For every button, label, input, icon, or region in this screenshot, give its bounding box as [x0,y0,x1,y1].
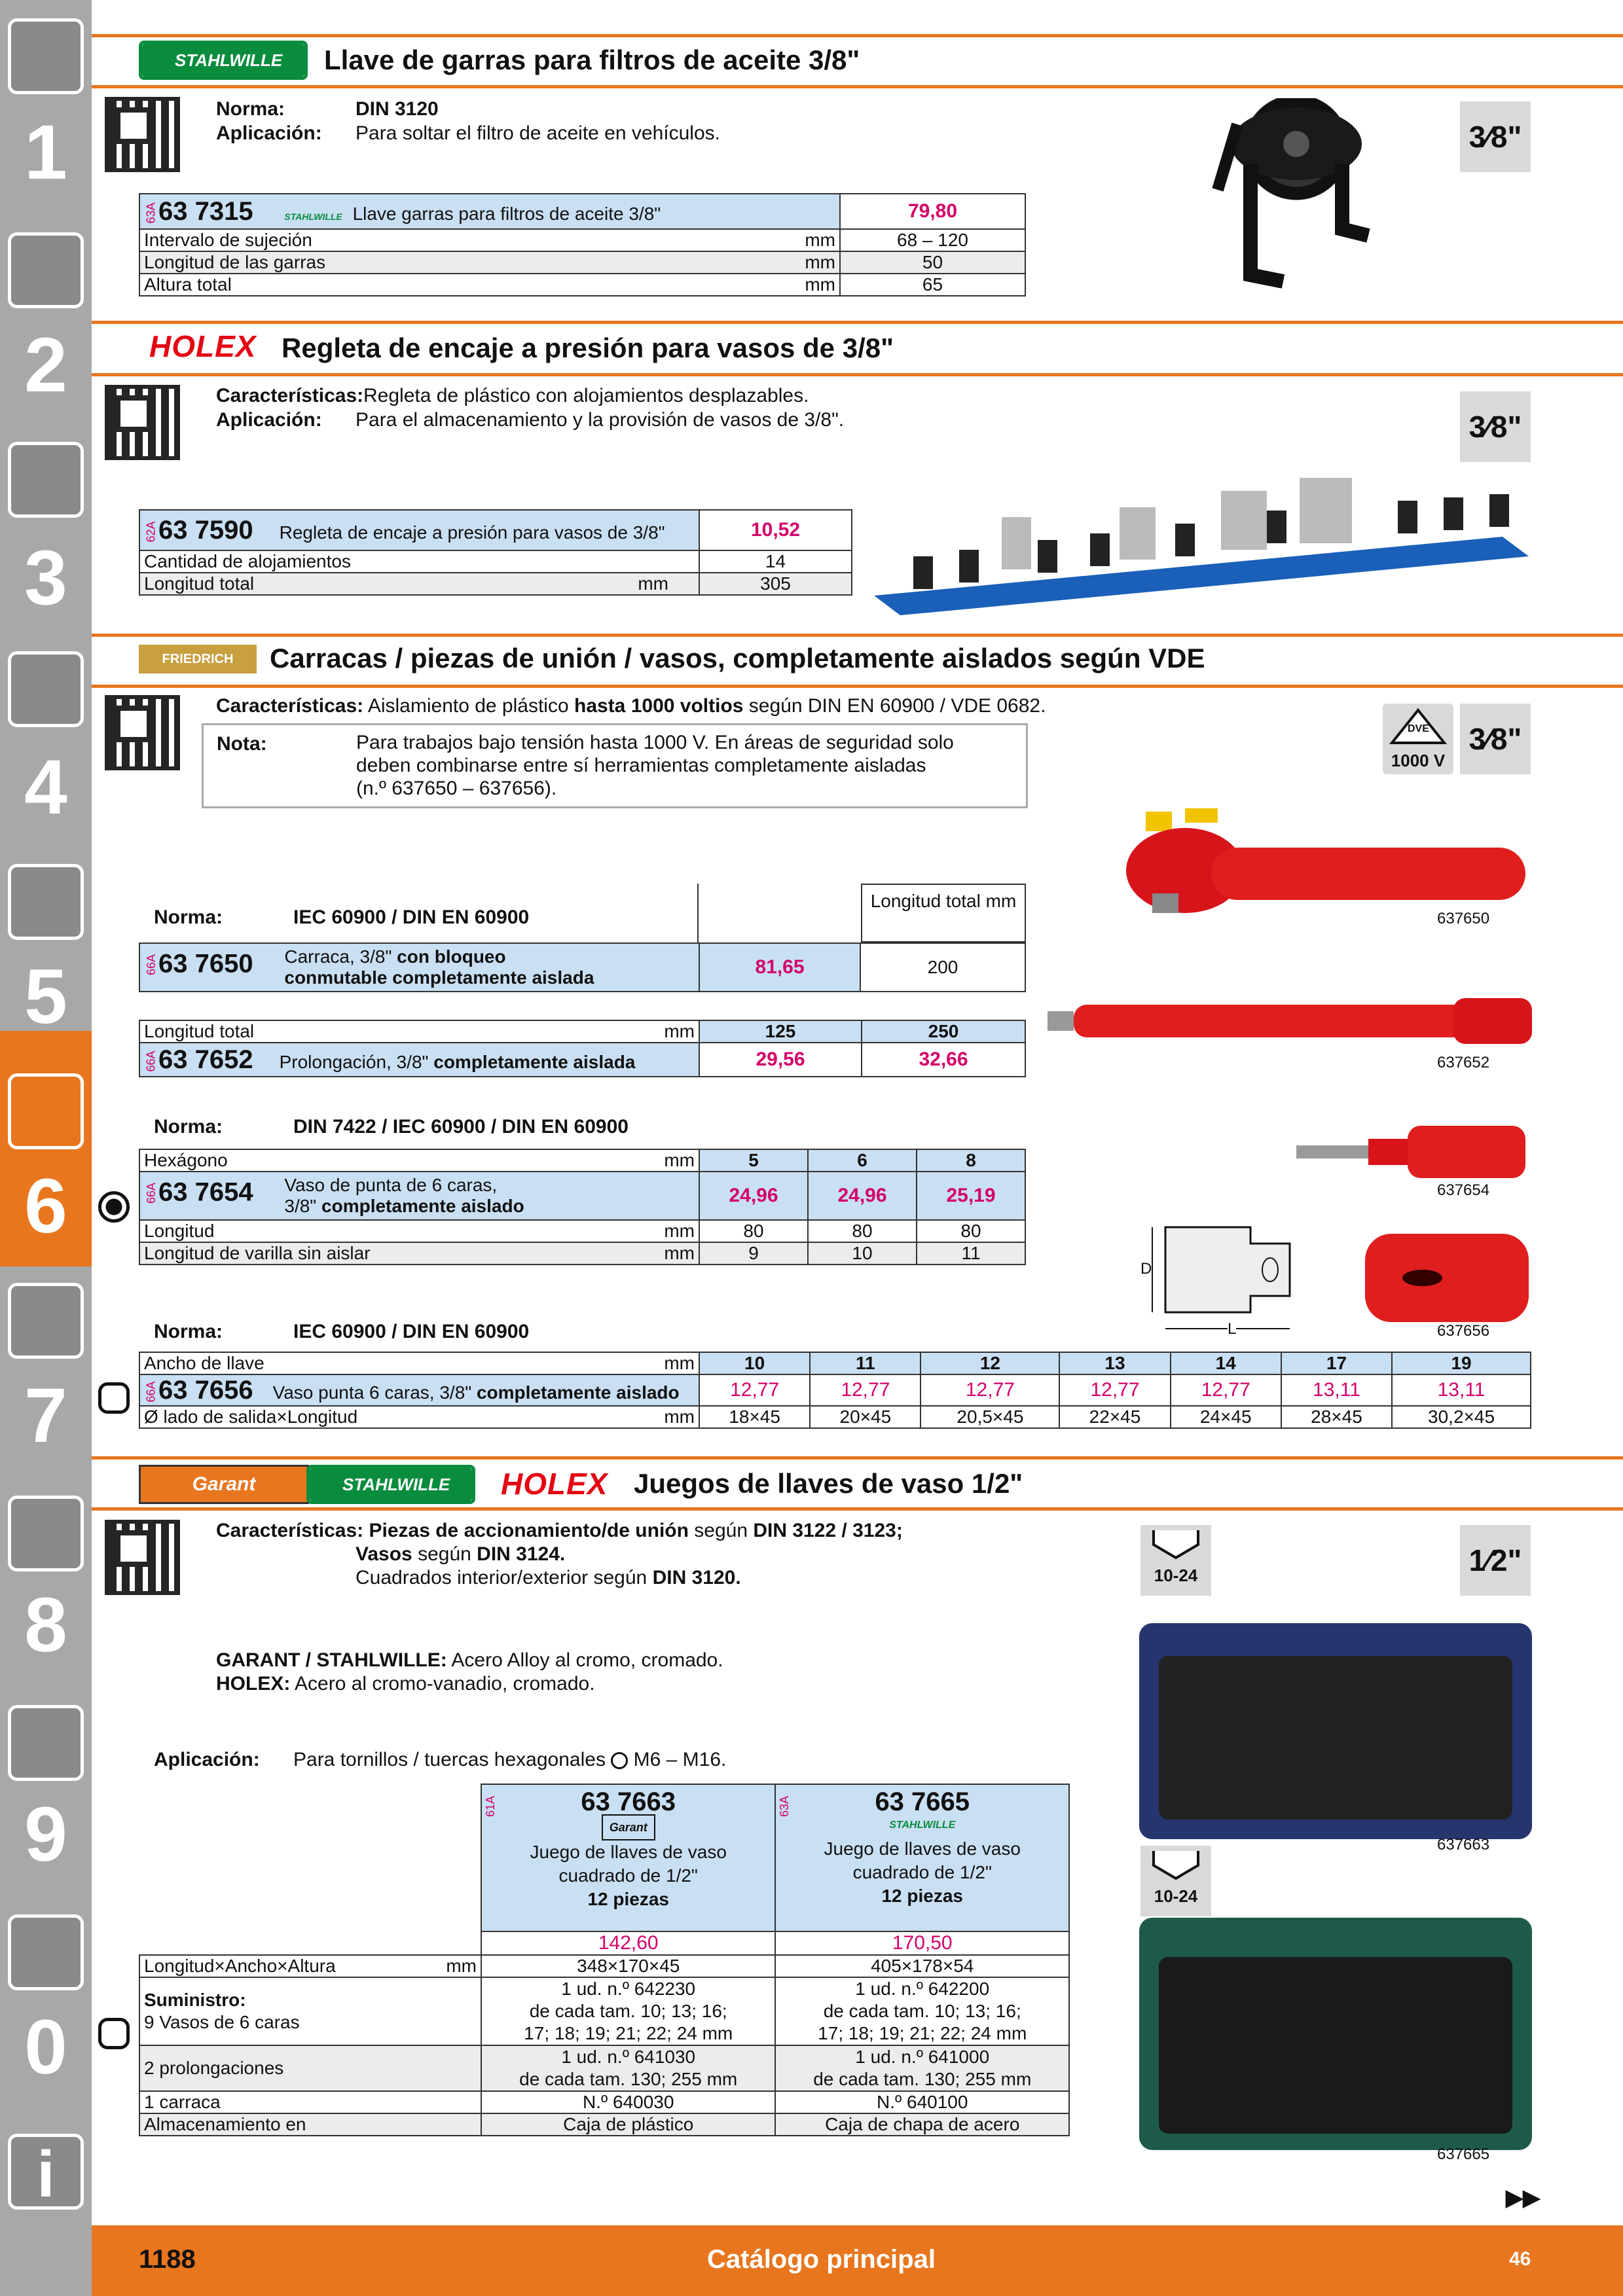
chapter-number-3[interactable]: 3 [24,535,67,621]
chapter-number-8[interactable]: 8 [24,1582,67,1668]
hex-bit-drawing [1296,1122,1532,1181]
extension-drawing [1048,995,1532,1047]
row-label: Longitud×Ancho×Altura mm [139,1955,481,1977]
set-header-637665[interactable]: 63A 63 7665 STAHLWILLE Juego de llaves de vaso cuadrado de 1/2" 12 piezas [775,1784,1069,1931]
row-value: 80 [808,1220,917,1242]
norma-label: Norma: [154,1116,223,1138]
hex-socket-bit-image [1296,1122,1532,1181]
product-table-637652 [139,1020,1026,1077]
socket-set-637663-image [1139,1623,1532,1839]
hex-nut-icon [611,1752,628,1769]
saw-blade-icon[interactable] [8,864,84,940]
norma-label: Norma: [154,906,223,928]
row-label: 1 carraca [139,2091,481,2113]
drive-size-badge: 3⁄8" [1460,391,1531,462]
stahlwille-mini-logo: STAHLWILLE [889,1820,956,1831]
chapter-number-1[interactable]: 1 [24,109,67,196]
row-value: N.º 640100 [775,2091,1069,2113]
set-pieces: 12 piezas [587,1889,669,1909]
ratchet-drawing [1113,802,1539,913]
image-article-label: 637650 [1437,910,1490,927]
price: 25,19 [917,1172,1025,1220]
caracteristicas-text: Características: Aislamiento de plástico hasta 1000 voltios según DIN EN 60900 / VDE 0682. [216,695,1046,717]
image-article-label: 637665 [1437,2145,1490,2163]
size-header: 17 [1281,1352,1392,1374]
row-value: 18×45 [699,1406,810,1428]
product-table-637590 [139,509,852,596]
row-value: 1 ud. n.º 642230 de cada tam. 10; 13; 16; 17; 18; 19; 21; 22; 24 mm [481,1977,776,2045]
size-header: 12 [921,1352,1059,1374]
row-value: N.º 640030 [481,2091,776,2113]
norma-label: Norma: [154,1321,223,1342]
product-table-637656 [139,1352,1531,1429]
oil-filter-wrench-image [1211,98,1381,295]
size-header: 19 [1392,1352,1531,1374]
row-label: Suministro: 9 Vasos de 6 caras [139,1977,481,2045]
caracteristicas-line2: Vasos según DIN 3124. [356,1543,566,1565]
chapter-sidebar [0,0,92,2296]
toolbox-icon[interactable] [8,1496,84,1571]
row-label: Longitud mm [139,1220,699,1242]
product-table-637650 [139,942,1026,992]
socket-dimension-drawing [1139,1214,1303,1338]
material-garant: GARANT / STAHLWILLE: Acero Alloy al cromo, cromado. [216,1649,723,1671]
pliers-icon[interactable] [8,1283,84,1359]
section-title: Regleta de encaje a presión para vasos de 3/8" [282,332,894,363]
section-divider [92,685,1623,688]
aplicacion-label: Aplicación: [216,409,322,431]
price: 12,77 [810,1374,921,1406]
row-label: Longitud total mm [139,1020,699,1043]
norma-value: IEC 60900 / DIN EN 60900 [293,1321,530,1342]
size-header: 8 [917,1149,1025,1172]
article-cell[interactable]: 66A63 7656 Vaso punta 6 caras, 3/8" completamente aislado [139,1374,699,1406]
size-header: 11 [810,1352,921,1374]
catalog-title: Catálogo principal [707,2245,936,2274]
size-header: 14 [1171,1352,1281,1374]
row-label: Altura total mm [139,274,840,296]
image-article-label: 637652 [1437,1054,1490,1071]
row-value: 28×45 [1281,1406,1392,1428]
hexagon-symbol-icon [98,1382,130,1414]
caracteristicas-line1: Características: Piezas de accionamiento/de unión según DIN 3122 / 3123; [216,1520,903,1541]
price: 12,77 [699,1374,810,1406]
price: 32,66 [862,1043,1025,1077]
article-description: Regleta de encaje a presión para vasos de 3/8" [279,522,665,543]
product-table-637654 [139,1149,1026,1265]
row-value: 24×45 [1171,1406,1281,1428]
price: 13,11 [1281,1374,1392,1406]
catalog-page-number: 46 [1509,2248,1531,2270]
size-header: 5 [699,1149,808,1172]
drive-size-badge: 3⁄8" [1460,704,1531,774]
voltage-label: 1000 V [1391,751,1446,770]
set-pieces: 12 piezas [881,1886,963,1906]
drive-size-badge: 1⁄2" [1460,1525,1531,1596]
row-label: Almacenamiento en [139,2113,481,2136]
dimension-diagram [1139,1214,1303,1338]
article-cell[interactable]: 66A63 7654 Vaso de punta de 6 caras, 3/8" completamente aislado [139,1172,699,1220]
norma-value: DIN 3120 [356,98,439,120]
info-label: i [37,2138,55,2211]
cabinet-icon[interactable] [8,1705,84,1781]
article-cell[interactable]: 66A63 7652 Prolongación, 3/8" completamente aislada [139,1043,699,1077]
nota-line: (n.º 637650 – 637656). [356,778,557,799]
norma-label: Norma: [216,98,285,120]
stahlwille-logo: STAHLWILLE [306,1465,475,1504]
article-cell[interactable]: 62A63 7590 Regleta de encaje a presión para vasos de 3/8" [139,510,699,550]
size-header: 125 [699,1020,862,1043]
row-value: 68 – 120 [840,229,1025,251]
aplicacion-label: Aplicación: [216,122,322,144]
set-header-637663[interactable]: 61A 63 7663 Garant Juego de llaves de vaso cuadrado de 1/2" 12 piezas [481,1784,776,1931]
caracteristicas-label: Características: [216,385,364,406]
price: 24,96 [699,1172,808,1220]
nota-line: Para trabajos bajo tensión hasta 1000 V. En áreas de seguridad solo [356,732,954,753]
extension-bar-image [1048,995,1532,1047]
hexagon-symbol-icon [98,2018,130,2049]
row-value: 10 [808,1242,917,1265]
set-tray [1159,1656,1512,1820]
row-value: 9 [699,1242,808,1265]
row-value: 405×178×54 [775,1955,1069,1977]
vde-mark: DVE [1408,723,1429,734]
row-value: 80 [917,1220,1025,1242]
insulated-socket-image [1365,1234,1529,1322]
price: 81,65 [699,943,860,992]
aplicacion-value: Para soltar el filtro de aceite en vehículos. [356,122,720,144]
row-label: Intervalo de sujeción mm [139,229,840,251]
price: 12,77 [1171,1374,1281,1406]
price: 142,60 [481,1931,776,1955]
price: 12,77 [921,1374,1059,1406]
qr-code-icon[interactable] [105,1520,180,1595]
row-value: 20,5×45 [921,1406,1059,1428]
image-article-label: 637656 [1437,1322,1490,1340]
stahlwille-logo: STAHLWILLE [139,41,308,80]
price: 79,80 [840,194,1025,229]
row-value: 14 [699,550,852,573]
row-label: Hexágono mm [139,1149,699,1172]
section-divider [92,1507,1623,1511]
safety-glasses-icon[interactable] [8,1914,84,1990]
insert-icon[interactable] [8,232,84,308]
chapter-number-2[interactable]: 2 [24,322,67,408]
section-title: Carracas / piezas de unión / vasos, completamente aislados según VDE [270,643,1205,673]
image-article-label: 637663 [1437,1836,1490,1854]
socket-set-637665-image [1139,1918,1532,2150]
chapter-number-4[interactable]: 4 [24,744,67,831]
set-desc: cuadrado de 1/2" [852,1862,992,1882]
column-divider [697,884,699,942]
row-value: 348×170×45 [481,1955,776,1977]
row-value: Caja de chapa de acero [775,2113,1069,2136]
caliper-icon[interactable] [8,651,84,727]
chuck-icon[interactable] [8,442,84,518]
norma-value: IEC 60900 / DIN EN 60900 [293,906,530,928]
row-value: 50 [840,251,1025,274]
set-desc: Juego de llaves de vaso [824,1839,1021,1859]
garant-mini-logo: Garant [602,1814,655,1840]
holex-logo: HOLEX [501,1467,608,1501]
section-divider [92,1456,1623,1460]
page-number: 1188 [139,2245,196,2274]
product-table-637315 [139,193,1026,296]
socket-profile-icon [1140,1846,1211,1885]
size-range-badge [1140,1846,1211,1916]
row-label: Ø lado de salida×Longitud mm [139,1406,699,1428]
chapter-number-0[interactable]: 0 [24,2004,67,2090]
row-label: Longitud total mm [139,573,699,595]
nota-label: Nota: [217,733,267,755]
dim-d-label: D [1140,1260,1152,1278]
aplicacion-label: Aplicación: [154,1749,260,1770]
set-tray [1159,1957,1512,2134]
dim-l-label: L [1228,1320,1237,1338]
row-value: 22×45 [1059,1406,1170,1428]
section-divider [92,34,1623,37]
norma-value: DIN 7422 / IEC 60900 / DIN EN 60900 [293,1116,629,1138]
empty-header-cell [139,1784,481,1931]
socket-rail-drawing [874,471,1535,615]
section-divider [92,634,1623,637]
hex-socket-symbol-icon [98,1191,130,1223]
set-desc: cuadrado de 1/2" [558,1865,698,1886]
row-value: 1 ud. n.º 641000 de cada tam. 130; 255 mm [775,2045,1069,2091]
section-divider [92,373,1623,376]
wrench-icon[interactable] [8,1073,84,1149]
note-box [202,723,1028,808]
size-header: 6 [808,1149,917,1172]
empty-cell [139,1931,481,1955]
section-divider [92,85,1623,88]
drive-size-badge: 3⁄8" [1460,101,1531,172]
next-page-arrow-icon[interactable]: ▶▶ [1506,2185,1541,2210]
holex-logo: HOLEX [149,329,257,363]
chapter-number-9[interactable]: 9 [24,1791,67,1878]
row-value: 305 [699,573,852,595]
section-title: Llave de garras para filtros de aceite 3/8" [324,45,860,75]
size-range-label: 10-24 [1154,1566,1198,1585]
chapter-number-7[interactable]: 7 [24,1372,67,1459]
row-label: Ancho de llave mm [139,1352,699,1374]
section-title: Juegos de llaves de vaso 1/2" [634,1468,1023,1499]
chapter-number-6[interactable]: 6 [24,1163,67,1249]
length-value: 200 [860,943,1025,992]
row-label: Longitud de varilla sin aislar mm [139,1242,699,1265]
caracteristicas-line3: Cuadrados interior/exterior según DIN 3120. [356,1567,741,1588]
price: 12,77 [1059,1374,1170,1406]
size-header: 13 [1059,1352,1170,1374]
socket-set-table [139,1784,1070,2136]
article-description: Llave garras para filtros de aceite 3/8" [352,203,661,224]
size-header: 250 [862,1020,1025,1043]
mini-brand-logo: STAHLWILLE [284,211,342,222]
row-value: 11 [917,1242,1025,1265]
row-value: Caja de plástico [481,2113,776,2136]
price: 10,52 [699,510,852,550]
article-number: 63 7665 [875,1787,970,1816]
qr-code-icon[interactable] [105,97,180,172]
oil-filter-wrench-drawing [1211,98,1381,295]
chapter-number-5[interactable]: 5 [24,954,67,1040]
article-cell[interactable]: 66A63 7650 Carraca, 3/8" con bloqueo conmutable completamente aislada [139,943,699,992]
socket-rail-image [874,471,1535,615]
drill-icon[interactable] [8,18,84,94]
article-number: 63 7663 [581,1787,676,1816]
nota-line: deben combinarse entre sí herramientas completamente aisladas [356,755,926,776]
size-range-badge [1140,1525,1211,1596]
column-header-longitud: Longitud total mm [861,884,1026,942]
row-value: 80 [699,1220,808,1242]
friedrich-logo: FRIEDRICH [139,645,257,673]
price: 24,96 [808,1172,917,1220]
garant-logo: Garant [139,1465,309,1504]
caracteristicas-value: Regleta de plástico con alojamientos desplazables. [363,385,809,406]
aplicacion-value: Para tornillos / tuercas hexagonales M6 – M16. [293,1749,727,1770]
row-value: 30,2×45 [1392,1406,1531,1428]
size-range-label: 10-24 [1154,1886,1198,1906]
set-desc: Juego de llaves de vaso [530,1842,727,1862]
row-value: 20×45 [810,1406,921,1428]
row-label: Cantidad de alojamientos [139,550,699,573]
vde-badge [1383,704,1453,774]
article-cell[interactable]: 63A63 7315 STAHLWILLE Llave garras para filtros de aceite 3/8" [139,194,840,229]
image-article-label: 637654 [1437,1181,1490,1199]
insulated-ratchet-image [1113,802,1539,913]
footer-bar [92,2225,1623,2296]
section-divider [92,321,1623,324]
price: 170,50 [775,1931,1069,1955]
aplicacion-value: Para el almacenamiento y la provisión de vasos de 3/8". [356,409,845,431]
socket-profile-icon [1140,1525,1211,1564]
row-value: 1 ud. n.º 642200 de cada tam. 10; 13; 16; 17; 18; 19; 21; 22; 24 mm [775,1977,1069,2045]
row-value: 1 ud. n.º 641030 de cada tam. 130; 255 mm [481,2045,776,2091]
row-value: 65 [840,274,1025,296]
material-holex: HOLEX: Acero al cromo-vanadio, cromado. [216,1673,595,1695]
row-label: 2 prolongaciones [139,2045,481,2091]
size-header: 10 [699,1352,810,1374]
row-label: Longitud de las garras mm [139,251,840,274]
qr-code-icon[interactable] [105,695,180,770]
price: 29,56 [699,1043,862,1077]
qr-code-icon[interactable] [105,385,180,460]
price: 13,11 [1392,1374,1531,1406]
